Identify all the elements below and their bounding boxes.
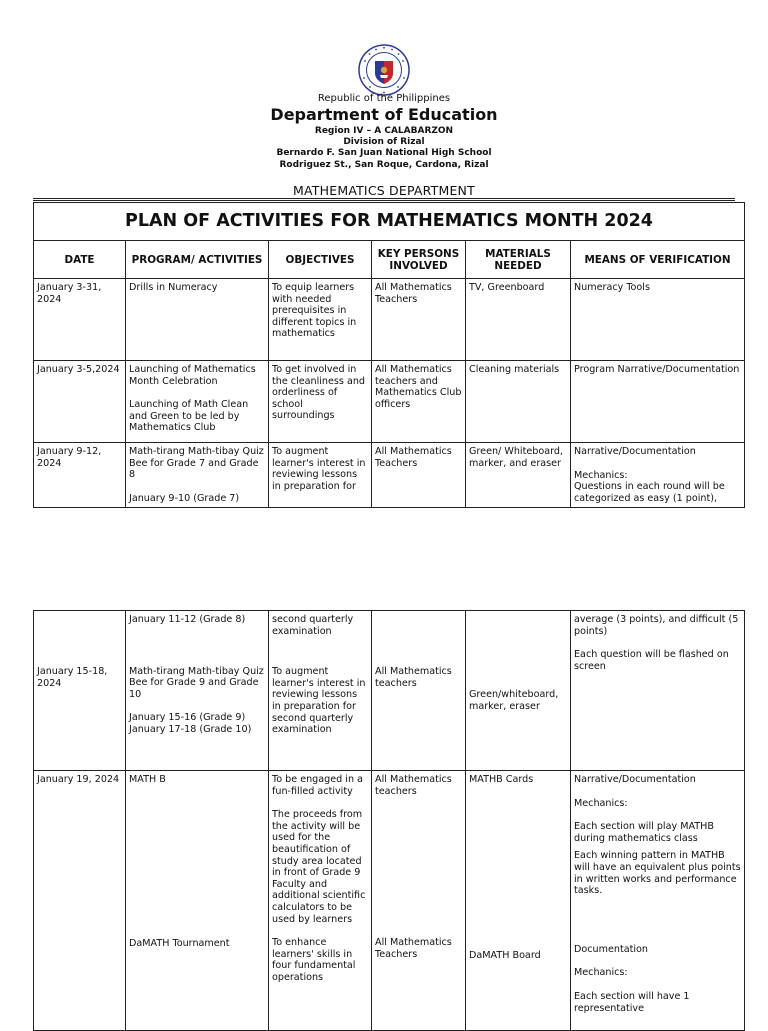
verification-text: Each section will have 1 representative (574, 990, 690, 1014)
objective-text: To augment learner's interest in reviewing lessons in preparation for (272, 446, 366, 492)
cell-program (126, 443, 269, 508)
cell-date: January 9-12, 2024 (34, 443, 126, 508)
cell-objectives (269, 279, 372, 361)
cell-objectives (269, 611, 372, 771)
cell-objectives (269, 771, 372, 1031)
program-text: MATH B (129, 774, 166, 785)
date-text: January 15-18, 2024 (37, 666, 108, 689)
header-rule (33, 198, 735, 199)
cell-persons: All Mathematics Teachers (372, 279, 466, 361)
verification-text: Narrative/Documentation (574, 446, 696, 457)
cell-objectives (269, 443, 372, 508)
program-text: Math-tirang Math-tibay Quiz Bee for Grade 7 and Grade 8 (129, 446, 264, 481)
cell-objectives (269, 361, 372, 443)
col-header-verification: MEANS OF VERIFICATION (571, 241, 745, 279)
col-header-objectives: OBJECTIVES (269, 241, 372, 279)
cell-persons: All Mathematics Teachers (372, 443, 466, 508)
cell-persons (372, 771, 466, 1031)
table-row (34, 443, 745, 508)
cell-verification (571, 361, 745, 443)
verification-text: Documentation (574, 943, 648, 955)
objective-text: To get involved in the cleanliness and orderliness of school surroundings (272, 364, 366, 422)
republic-line: Republic of the Philippines (317, 93, 451, 104)
cell-persons (372, 611, 466, 771)
table-row (34, 361, 745, 443)
program-text: January 15-16 (Grade 9) (129, 712, 246, 724)
program-text: Launching of Mathematics Month Celebration (129, 364, 256, 387)
cell-materials (466, 771, 571, 1031)
persons-text: All Mathematics Teachers (375, 937, 452, 960)
verification-text: Each question will be flashed on screen (574, 649, 729, 672)
program-text: Drills in Numeracy (129, 282, 218, 293)
deped-seal-logo (358, 44, 410, 96)
objective-text: To be engaged in a fun-filled activity (272, 774, 363, 797)
verification-text: Questions in each round will be categorized as easy (1 point), (574, 481, 725, 504)
program-text: Launching of Math Clean and Green to be led by Mathematics Club (129, 399, 249, 434)
col-header-date: DATE (34, 241, 126, 279)
col-header-program: PROGRAM/ ACTIVITIES (126, 241, 269, 279)
objective-text: second quarterly examination (272, 614, 354, 637)
verification-text: Program Narrative/Documentation (574, 364, 740, 375)
objective-text: To enhance learners' skills in four fundamental operations (272, 937, 356, 983)
objective-text: To equip learners with needed prerequisites in different topics in mathematics (272, 282, 357, 340)
header-rule-2 (33, 200, 735, 201)
cell-program (126, 279, 269, 361)
cell-verification (571, 771, 745, 1031)
cell-materials: Cleaning materials (466, 361, 571, 443)
col-header-materials: MATERIALS NEEDED (466, 241, 571, 279)
cell-materials (466, 611, 571, 771)
verification-text: Each winning pattern in MATHB will have an equivalent plus points in written works and performance tasks. (574, 850, 741, 897)
program-text: Math-tirang Math-tibay Quiz Bee for Grade 9 and Grade 10 (129, 665, 264, 700)
cell-verification (571, 443, 745, 508)
materials-text: DaMATH Board (469, 949, 541, 961)
activities-table (33, 202, 745, 508)
table-row (34, 771, 745, 1031)
verification-text: Numeracy Tools (574, 282, 650, 293)
school-address: Rodriguez St., San Roque, Cardona, Rizal (279, 160, 489, 170)
math-department-heading: MATHEMATICS DEPARTMENT (293, 183, 475, 198)
materials-text: Green/whiteboard, marker, eraser (469, 689, 559, 712)
col-header-persons: KEY PERSONS INVOLVED (372, 241, 466, 279)
cell-persons: All Mathematics teachers and Mathematics Club officers (372, 361, 466, 443)
objective-text: The proceeds from the activity will be used for the beautification of study area located in front of Grade 9 Faculty and additional scientific calculators to be used by learners (272, 809, 366, 925)
verification-text: Mechanics: (574, 967, 628, 979)
activities-table-continued (33, 610, 745, 1031)
cell-verification (571, 611, 745, 771)
program-text: DaMATH Tournament (129, 937, 230, 949)
school-name: Bernardo F. San Juan National High School (276, 148, 492, 158)
program-text: January 9-10 (Grade 7) (129, 492, 240, 504)
cell-program (126, 361, 269, 443)
cell-verification (571, 279, 745, 361)
program-text: January 17-18 (Grade 10) (129, 723, 252, 735)
verification-text: Each section will play MATHB during mathematics class (574, 821, 714, 844)
materials-text: MATHB Cards (469, 774, 534, 785)
verification-text: Narrative/Documentation (574, 774, 696, 785)
cell-date (34, 611, 126, 771)
table-row (34, 611, 745, 771)
department-title: Department of Education (270, 105, 498, 124)
persons-text: All Mathematics teachers (375, 666, 452, 689)
division-line: Division of Rizal (343, 137, 425, 147)
region-line: Region IV – A CALABARZON (314, 126, 454, 136)
table-row (34, 279, 745, 361)
cell-materials: Green/ Whiteboard, marker, and eraser (466, 443, 571, 508)
program-text: January 11-12 (Grade 8) (129, 614, 246, 625)
cell-date: January 19, 2024 (34, 771, 126, 1031)
objective-text: To augment learner's interest in reviewing lessons in preparation for second quarterly examination (272, 666, 366, 736)
verification-text: Mechanics: (574, 469, 628, 481)
cell-date: January 3-31, 2024 (34, 279, 126, 361)
cell-program (126, 611, 269, 771)
verification-text: Mechanics: (574, 797, 628, 809)
cell-date: January 3-5,2024 (34, 361, 126, 443)
cell-program (126, 771, 269, 1031)
verification-text: average (3 points), and difficult (5 points) (574, 614, 739, 637)
plan-title: PLAN OF ACTIVITIES FOR MATHEMATICS MONTH 2024 (34, 203, 745, 241)
cell-materials: TV, Greenboard (466, 279, 571, 361)
persons-text: All Mathematics teachers (375, 774, 452, 797)
